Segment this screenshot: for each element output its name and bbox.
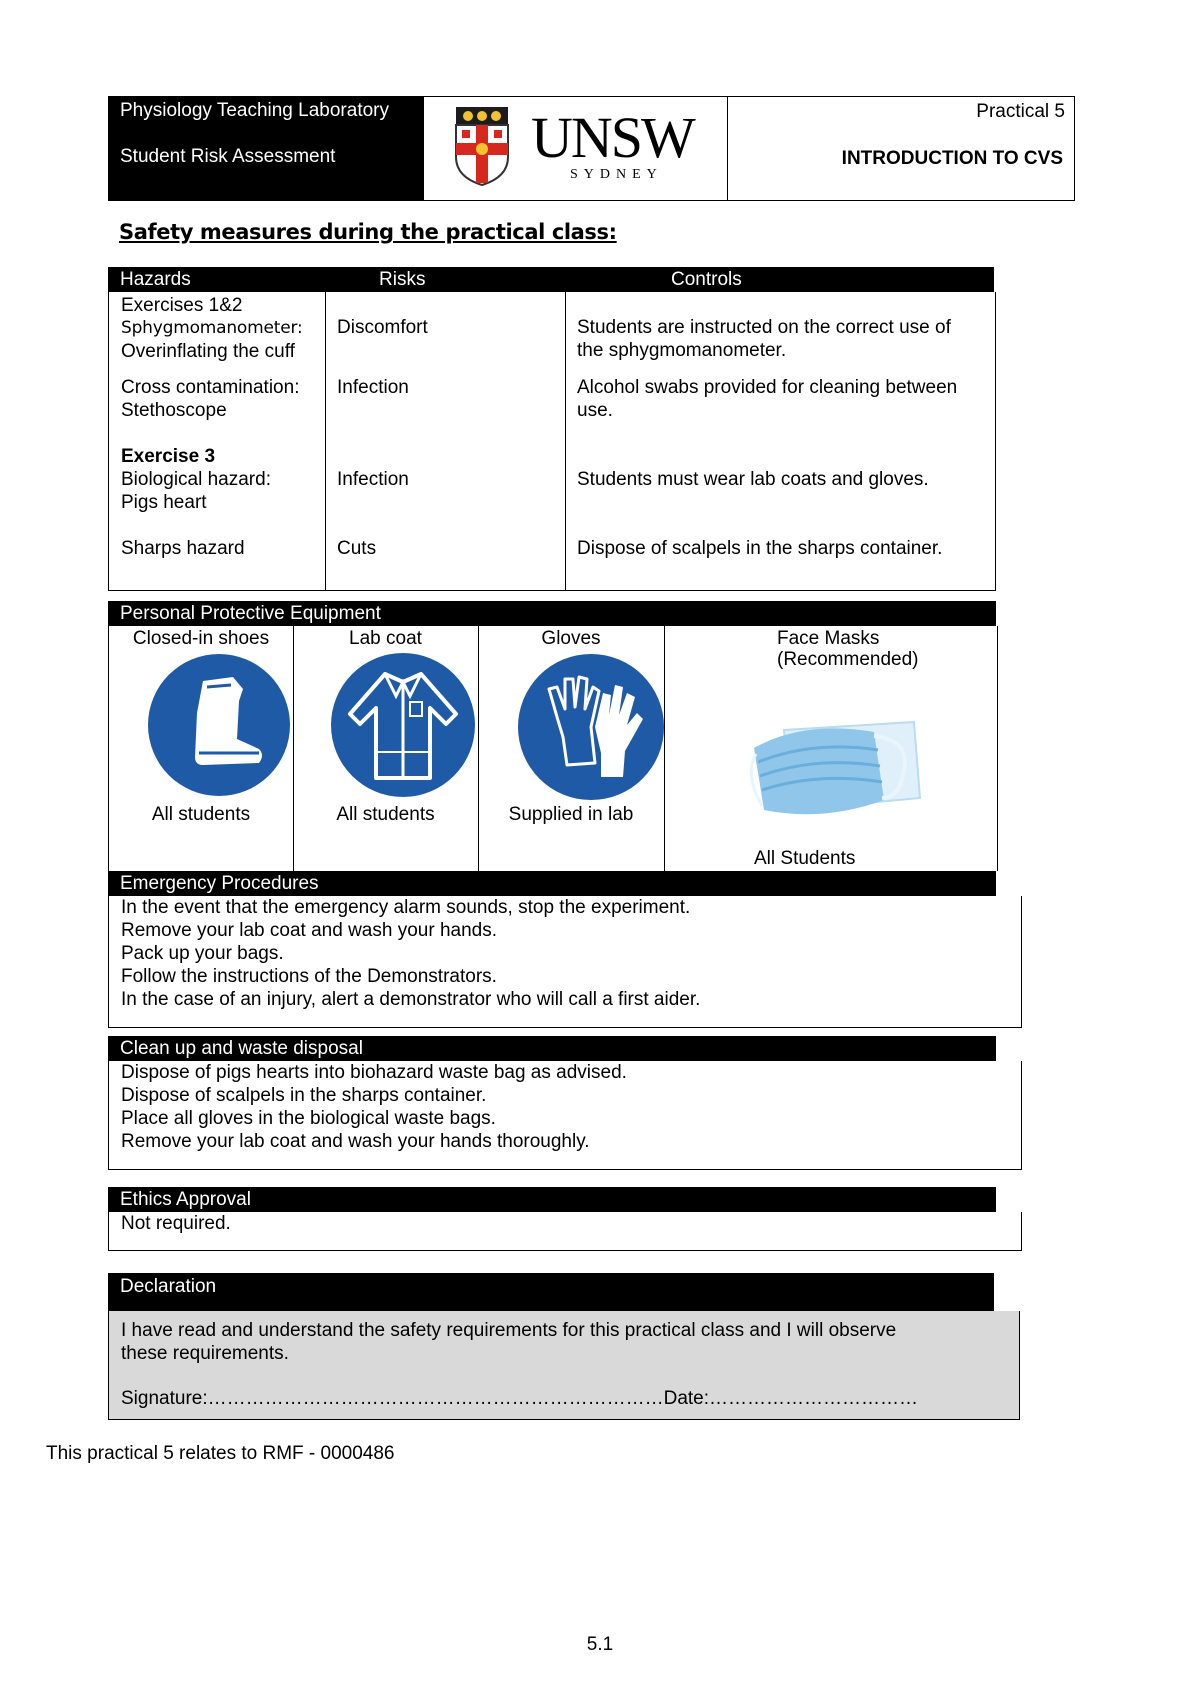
group-title: Exercise 3: [121, 446, 216, 467]
declaration-body: [108, 1311, 1020, 1420]
ppe-item-face-mask: [664, 626, 997, 871]
logo-wordmark: UNSW: [531, 105, 694, 170]
hazard-cell: Overinflating the cuff: [121, 341, 295, 362]
emergency-section: [108, 871, 996, 1027]
logo-subtext: SYDNEY: [570, 167, 663, 182]
control-cell: the sphygmomanometer.: [577, 340, 787, 361]
unsw-crest-icon: [454, 105, 510, 187]
declaration-text: I have read and understand the safety requirements for this practical class and I will observe: [121, 1320, 897, 1341]
emergency-body: [108, 896, 1022, 1028]
ethics-body: [108, 1212, 1022, 1251]
gloves-icon: [517, 653, 665, 801]
hazard-cell: Pigs heart: [121, 492, 207, 513]
header-hazards: Hazards: [120, 269, 191, 290]
risk-cell: Cuts: [337, 538, 377, 559]
hazards-header-bar: [108, 267, 994, 292]
ppe-body: [108, 626, 998, 871]
ethics-title: Ethics Approval: [108, 1187, 996, 1212]
logo-block: [424, 96, 727, 201]
ethics-text: Not required.: [121, 1213, 231, 1234]
emergency-line: In the case of an injury, alert a demonstrator who will call a first aider.: [121, 989, 701, 1010]
declaration-text: these requirements.: [121, 1343, 289, 1364]
ppe-label: Closed-in shoes: [132, 628, 270, 649]
ppe-label-recommended: (Recommended): [777, 649, 919, 670]
emergency-line: Follow the instructions of the Demonstrators.: [121, 966, 497, 987]
ppe-title: Personal Protective Equipment: [108, 601, 996, 626]
signature-line[interactable]: Signature:………………………………………………………………Date:……………………………: [121, 1388, 919, 1409]
page-number: 5.1: [586, 1634, 614, 1655]
control-cell: use.: [577, 400, 613, 421]
hazard-cell: Sharps hazard: [121, 538, 245, 559]
cleanup-line: Dispose of scalpels in the sharps container.: [121, 1085, 487, 1106]
cleanup-line: Dispose of pigs hearts into biohazard waste bag as advised.: [121, 1062, 627, 1083]
ppe-item-shoes: [109, 626, 293, 871]
hazard-cell: Biological hazard:: [121, 469, 271, 490]
practical-number: Practical 5: [976, 101, 1065, 122]
control-cell: Students must wear lab coats and gloves.: [577, 469, 929, 490]
hazard-cell: Sphygmomanometer:: [121, 318, 303, 338]
cleanup-title: Clean up and waste disposal: [108, 1036, 996, 1061]
hazards-body: [108, 292, 996, 591]
ppe-section: [108, 601, 996, 871]
ppe-note: All students: [151, 804, 251, 825]
ppe-item-lab-coat: [293, 626, 478, 871]
emergency-title: Emergency Procedures: [108, 871, 996, 896]
emergency-line: Pack up your bags.: [121, 943, 284, 964]
practical-title: INTRODUCTION TO CVS: [841, 148, 1063, 169]
ppe-note: All Students: [754, 848, 856, 869]
header-right-block: [727, 96, 1075, 201]
lab-name: Physiology Teaching Laboratory: [120, 100, 389, 121]
rmf-note: This practical 5 relates to RMF - 0000486: [46, 1443, 395, 1464]
control-cell: Dispose of scalpels in the sharps container.: [577, 538, 943, 559]
ppe-note: Supplied in lab: [508, 804, 634, 825]
hazards-table: [108, 267, 994, 590]
ppe-label: Gloves: [541, 628, 601, 649]
cleanup-line: Place all gloves in the biological waste bags.: [121, 1108, 496, 1129]
header-left-block: [108, 96, 424, 201]
emergency-line: Remove your lab coat and wash your hands.: [121, 920, 497, 941]
cleanup-body: [108, 1061, 1022, 1170]
declaration-section: [108, 1273, 994, 1411]
cleanup-line: Remove your lab coat and wash your hands thoroughly.: [121, 1131, 590, 1152]
ppe-item-gloves: [478, 626, 664, 871]
risk-cell: Infection: [337, 469, 409, 490]
emergency-line: In the event that the emergency alarm sounds, stop the experiment.: [121, 897, 691, 918]
hazard-cell: Stethoscope: [121, 400, 227, 421]
risk-cell: Discomfort: [337, 317, 428, 338]
doc-type: Student Risk Assessment: [120, 146, 336, 167]
control-cell: Alcohol swabs provided for cleaning between: [577, 377, 958, 398]
section-title: Safety measures during the practical class:: [119, 220, 617, 244]
header-risks: Risks: [379, 269, 426, 290]
control-cell: Students are instructed on the correct use of: [577, 317, 951, 338]
lab-coat-icon: [330, 652, 476, 798]
hazard-cell: Cross contamination:: [121, 377, 300, 398]
ppe-label: Lab coat: [349, 628, 422, 649]
risk-cell: Infection: [337, 377, 409, 398]
ethics-section: [108, 1187, 996, 1250]
ppe-label: Face Masks: [777, 628, 880, 649]
header-controls: Controls: [671, 269, 742, 290]
cleanup-section: [108, 1036, 996, 1169]
group-title: Exercises 1&2: [121, 295, 243, 316]
ppe-note: All students: [336, 804, 435, 825]
boot-icon: [147, 653, 291, 797]
face-mask-icon: [744, 710, 924, 835]
declaration-title: Declaration: [108, 1273, 994, 1311]
